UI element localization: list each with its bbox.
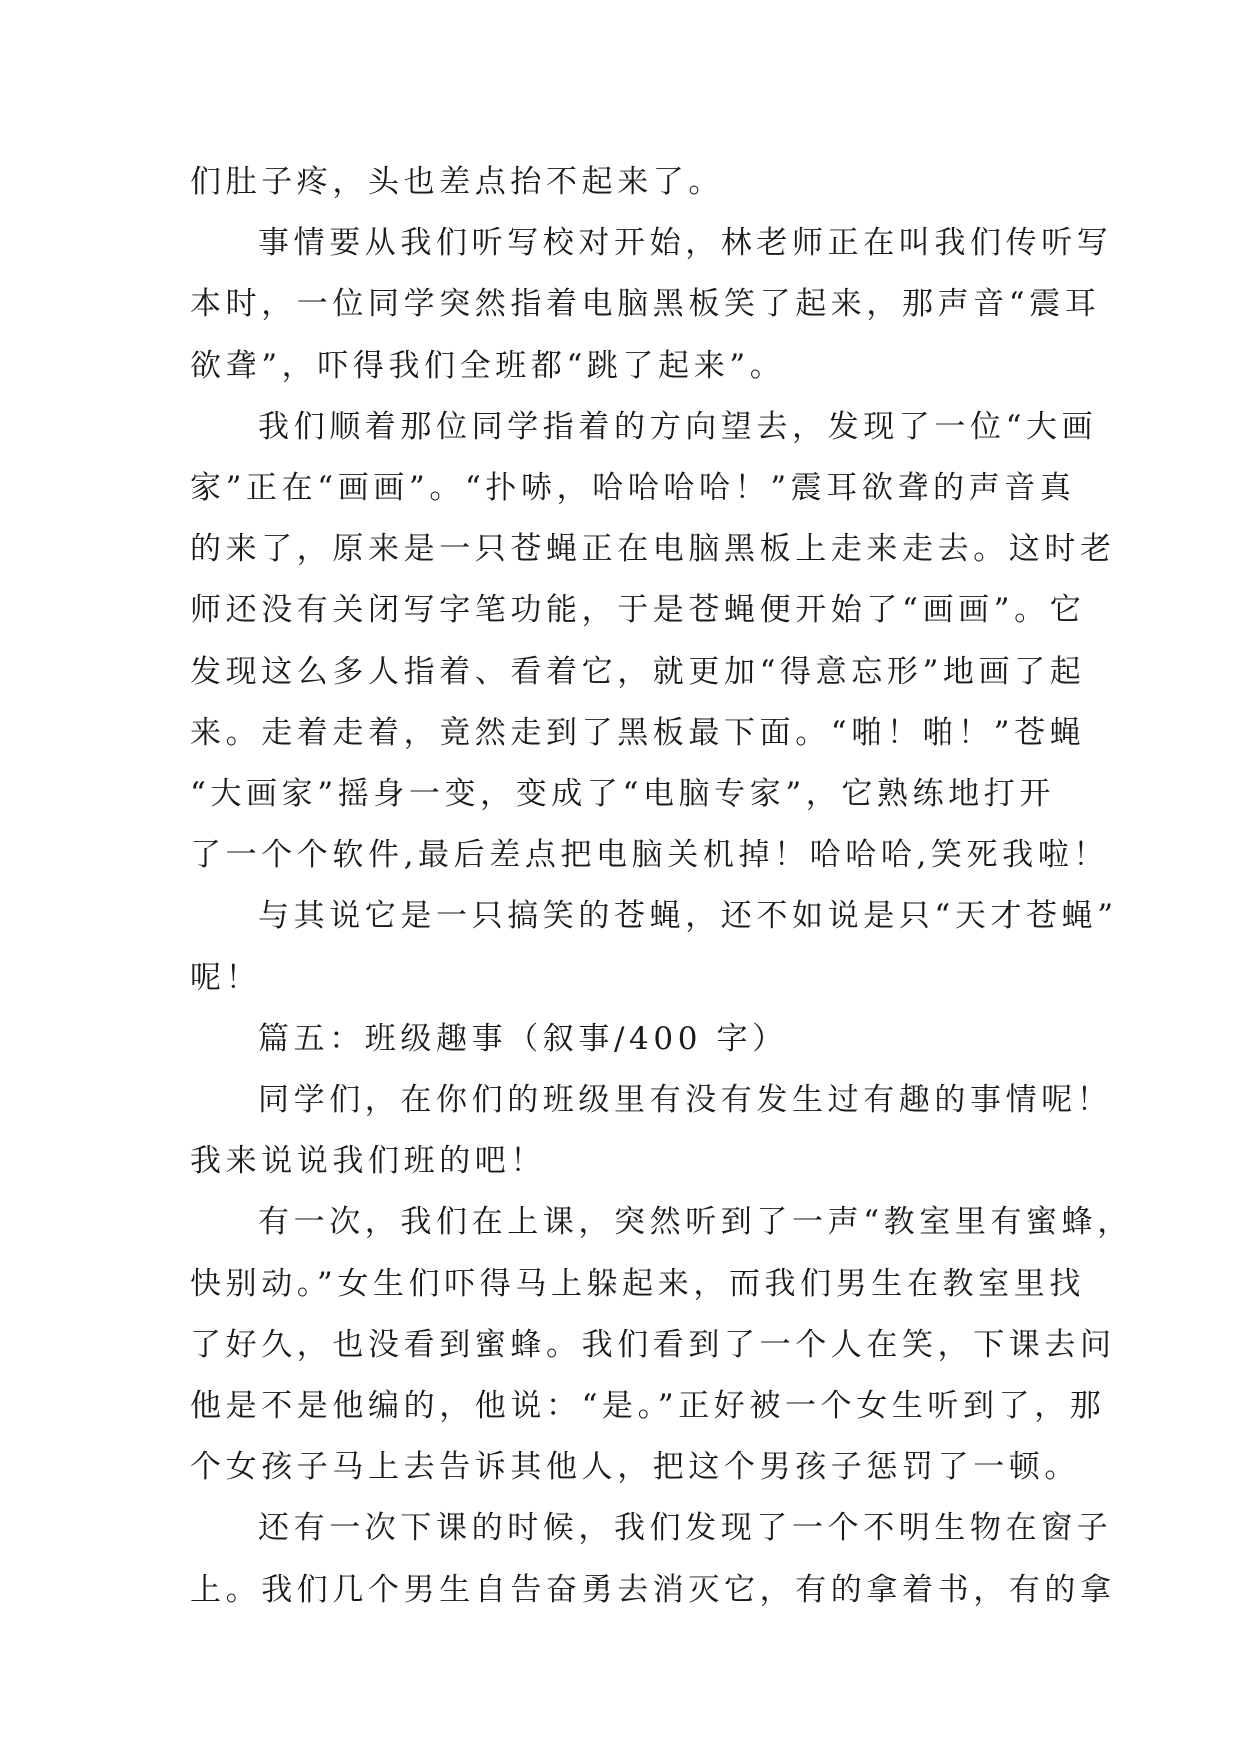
text-line: 他是不是他编的，他说：“是。”正好被一个女生听到了，那 <box>190 1388 1106 1425</box>
paragraph-6 <box>190 1070 1113 1192</box>
paragraph-3 <box>190 397 1116 887</box>
text-line: 发现这么多人指着、看着它，就更加“得意忘形”地画了起 <box>190 653 1086 690</box>
document-page <box>190 152 1133 1621</box>
text-line: 家”正在“画画”。“扑哧，哈哈哈哈！”震耳欲聋的声音真 <box>190 470 1076 507</box>
text-line: 事情要从我们听写校对开始，林老师正在叫我们传听写 <box>258 225 1113 262</box>
text-line: 了好久，也没看到蜜蜂。我们看到了一个人在笑，下课去问 <box>190 1326 1116 1363</box>
text-line: 还有一次下课的时候，我们发现了一个不明生物在窗子 <box>258 1510 1113 1547</box>
paragraph-2 <box>190 213 1113 397</box>
paragraph-1 <box>190 152 1056 213</box>
text-line: 的来了，原来是一只苍蝇正在电脑黑板上走来走去。这时老 <box>190 531 1116 568</box>
text-line: 与其说它是一只搞笑的苍蝇，还不如说是只“天才苍蝇” <box>258 898 1118 935</box>
text-line: 们肚子疼，头也差点抬不起来了。 <box>190 164 724 200</box>
text-line: 呢！ <box>190 959 262 996</box>
text-line: 个女孩子马上去告诉其他人，把这个男孩子惩罚了一顿。 <box>190 1449 1080 1486</box>
text-line: 我来说说我们班的吧！ <box>190 1143 546 1180</box>
paragraph-8 <box>190 1498 1116 1620</box>
text-line: 上。我们几个男生自告奋勇去消灭它，有的拿着书，有的拿 <box>190 1571 1116 1608</box>
text-line: 来。走着走着，竟然走到了黑板最下面。“啪！啪！”苍蝇 <box>190 714 1086 751</box>
text-line: 有一次，我们在上课，突然听到了一声“教室里有蜜蜂， <box>258 1204 1133 1241</box>
text-line: “大画家”摇身一变，变成了“电脑专家”，它熟练地打开 <box>190 776 1055 813</box>
text-line: 同学们，在你们的班级里有没有发生过有趣的事情呢！ <box>258 1082 1113 1119</box>
text-line: 快别动。”女生们吓得马上躲起来，而我们男生在教室里找 <box>190 1265 1085 1302</box>
text-line: 欲聋”，吓得我们全班都“跳了起来”。 <box>190 347 786 384</box>
text-line: 师还没有关闭写字笔功能，于是苍蝇便开始了“画画”。它 <box>190 592 1086 629</box>
paragraph-4 <box>190 886 1118 1008</box>
section-heading <box>190 1009 1056 1070</box>
text-line: 本时，一位同学突然指着电脑黑板笑了起来，那声音“震耳 <box>190 286 1101 323</box>
text-line: 了一个个软件,最后差点把电脑关机掉！哈哈哈,笑死我啦！ <box>190 837 1109 874</box>
paragraph-7 <box>190 1192 1133 1498</box>
text-line: 篇五：班级趣事（叙事/400 字） <box>258 1020 788 1057</box>
text-line: 我们顺着那位同学指着的方向望去，发现了一位“大画 <box>258 408 1098 445</box>
